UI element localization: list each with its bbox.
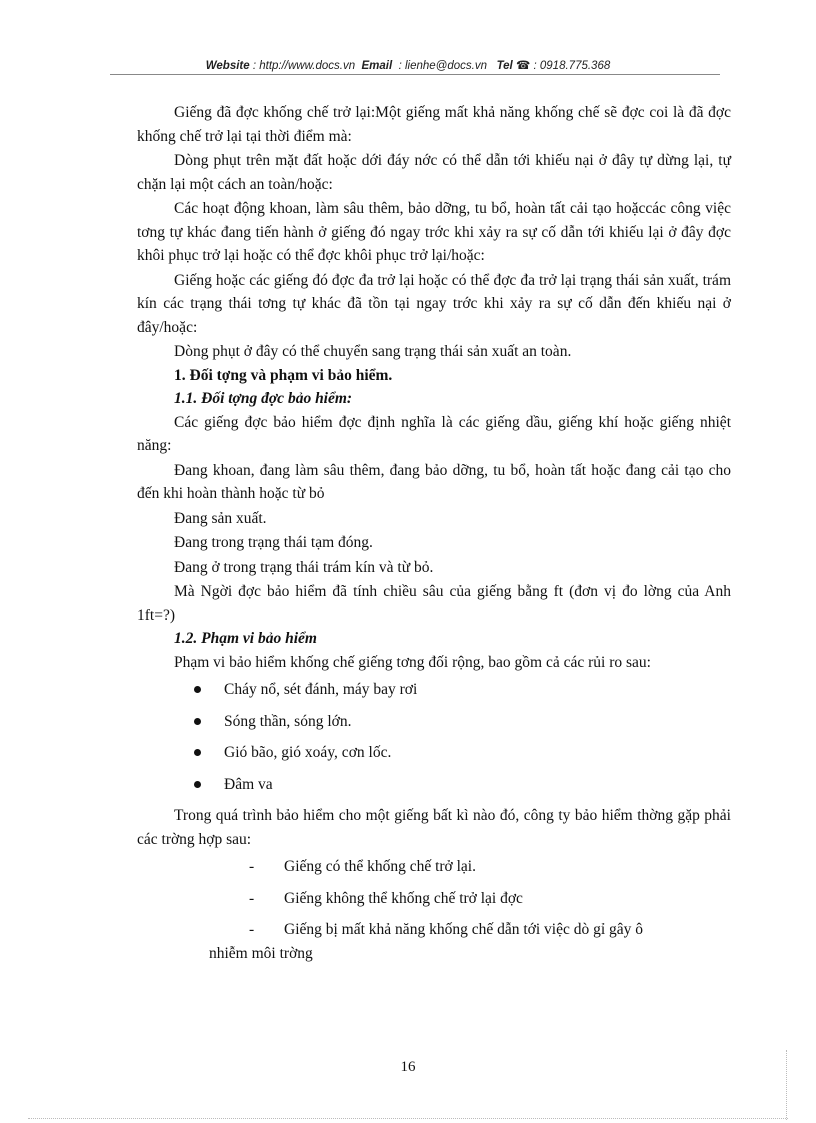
page-number: 16 (400, 1059, 416, 1075)
list-item: Gió bão, gió xoáy, cơn lốc. (187, 741, 731, 765)
paragraph: Các hoạt động khoan, làm sâu thêm, bảo dỡng, tu bổ, hoàn tất cải tạo hoặccác công việc tơng tự khác đang tiến hành ở giếng đó ngay trớc khi xảy ra sự cố dẫn tới khiếu lại ở đây đợc khôi phục trở lại hoặc có thể đợc khôi phục trở lại/hoặc: (137, 200, 731, 264)
side-border (786, 1050, 787, 1120)
dash-marker: - (249, 858, 255, 875)
paragraph: Đang ở trong trạng thái trám kín và từ bỏ. (174, 558, 434, 576)
list-item: - Giếng không thể khống chế trở lại đợc (137, 887, 731, 911)
subsection-heading: 1.2. Phạm vi bảo hiểm (174, 630, 317, 647)
bullet-icon (194, 686, 201, 693)
bullet-icon (194, 718, 201, 725)
tel-value: : 0918.775.368 (533, 60, 611, 72)
paragraph: Đang sản xuất. (174, 509, 267, 527)
dash-marker: - (249, 889, 255, 907)
paragraph: Đang khoan, đang làm sâu thêm, đang bảo dỡng, tu bổ, hoàn tất hoặc đang cải tạo cho đến khi hoàn thành hoặc từ bỏ (137, 461, 731, 502)
list-item: - Giếng có thể khống chế trở lại. (137, 855, 731, 879)
dash-marker: - (249, 921, 255, 938)
paragraph: Dòng phụt ở đây có thể chuyển sang trạng thái sản xuất an toàn. (174, 343, 572, 360)
paragraph: Giếng hoặc các giếng đó đợc đa trở lại hoặc có thể đợc đa trở lại trạng thái sản xuất, trám kín các trạng thái tơng tự khác đã tồn tại ngay trớc khi xảy ra sự cố dẫn đến khiếu nại ở đây/hoặc: (137, 271, 731, 336)
paragraph: Đang trong trạng thái tạm đóng. (174, 534, 373, 551)
paragraph: Giếng đã đợc khống chế trở lại:Một giếng mất khả năng khống chế sẽ đợc coi là đã đợc khống chế trở lại tại thời điểm mà: (137, 104, 731, 145)
footer-border (28, 1118, 788, 1119)
paragraph: Trong quá trình bảo hiểm cho một giếng bất kì nào đó, công ty bảo hiểm thờng gặp phải các trờng hợp sau: (137, 807, 731, 848)
page-header (0, 58, 816, 72)
subsection-heading: 1.1. Đối tợng đợc bảo hiểm: (174, 390, 353, 407)
list-item: Cháy nổ, sét đánh, máy bay rơi (187, 678, 731, 702)
email-label: Email (361, 60, 393, 72)
phone-icon: ☎ (515, 60, 531, 72)
document-body (137, 101, 731, 973)
tel-label: Tel (496, 60, 513, 72)
list-item: Sóng thần, sóng lớn. (187, 710, 731, 734)
header-divider (110, 74, 720, 75)
bullet-icon (194, 749, 201, 756)
risk-bullet-list (137, 678, 731, 796)
list-item: Đâm va (187, 773, 731, 797)
bullet-icon (194, 781, 201, 788)
section-heading: 1. Đối tợng và phạm vi bảo hiểm. (174, 366, 393, 384)
case-dash-list (137, 855, 731, 965)
paragraph: Dòng phụt trên mặt đất hoặc dới đáy nớc có thể dẫn tới khiếu nại ở đây tự dừng lại, tự chặn lại một cách an toàn/hoặc: (137, 152, 731, 193)
list-item: - Giếng bị mất khả năng khống chế dẫn tới việc dò gỉ gây ô nhiễm môi trờng (137, 918, 731, 965)
paragraph: Phạm vi bảo hiểm khống chế giếng tơng đối rộng, bao gồm cả các rủi ro sau: (174, 653, 651, 671)
website-label: Website (205, 60, 250, 72)
paragraph: Mà Ngời đợc bảo hiểm đã tính chiều sâu của giếng bằng ft (đơn vị đo lờng của Anh 1ft=?) (137, 583, 731, 624)
website-value: : http://www.docs.vn (252, 60, 356, 72)
paragraph: Các giếng đợc bảo hiểm đợc định nghĩa là các giếng dầu, giếng khí hoặc giếng nhiệt năng: (137, 413, 731, 454)
email-value: : lienhe@docs.vn (398, 60, 487, 72)
